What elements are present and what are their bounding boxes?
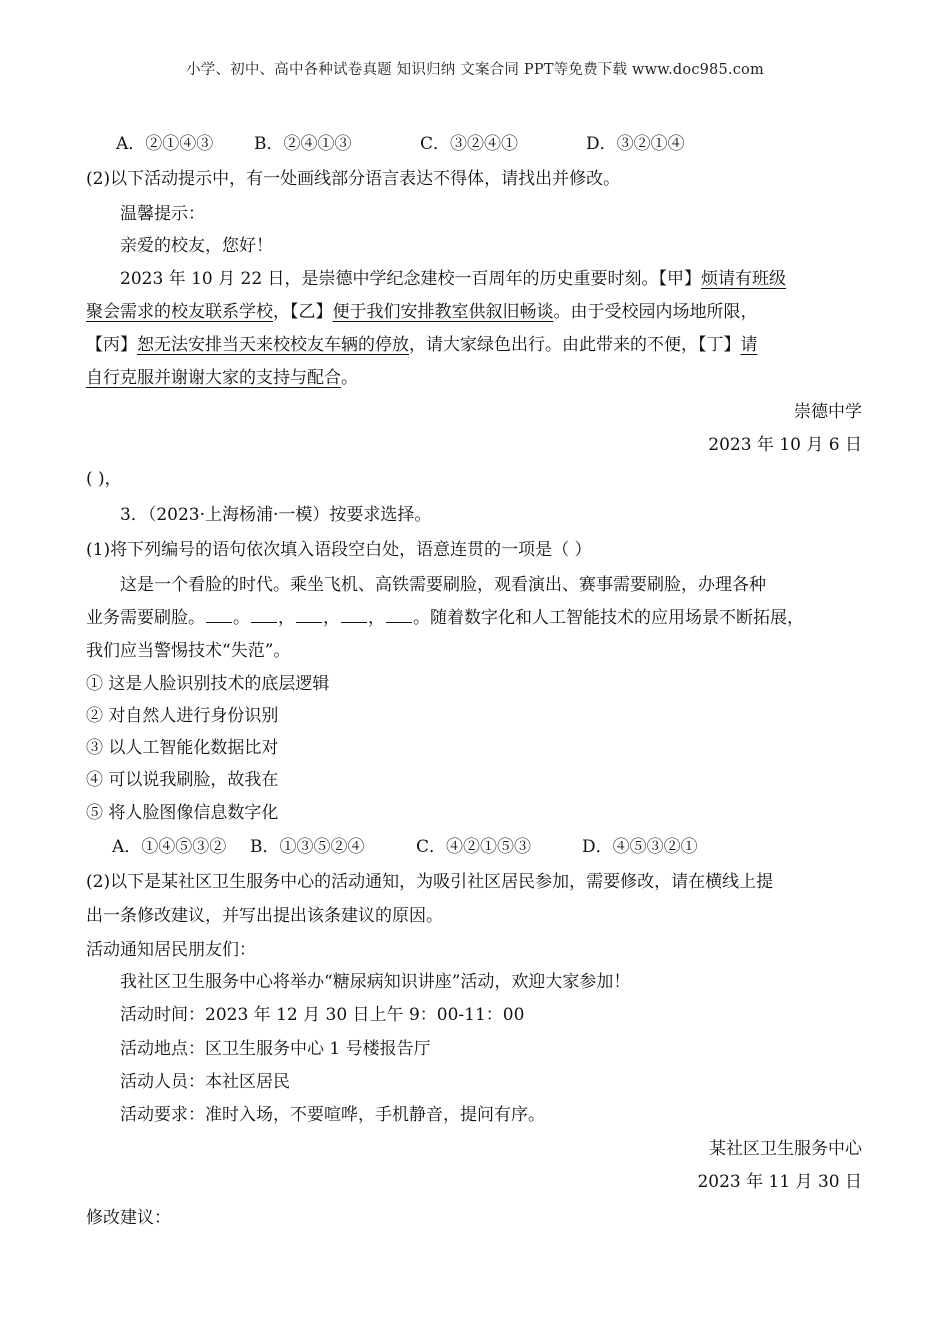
underlined-text: 便于我们安排教室供叙旧畅谈 xyxy=(332,302,554,322)
notice-people: 活动人员：本社区居民 xyxy=(120,1072,290,1092)
fill-blank xyxy=(386,608,412,623)
underlined-text: 请 xyxy=(740,335,758,355)
q3-part2-prompt: 出一条修改建议，并写出提出该条建议的原因。 xyxy=(86,906,443,926)
notice-intro: 我社区卫生服务中心将举办“糖尿病知识讲座”活动，欢迎大家参加！ xyxy=(120,972,631,992)
q3-item: ③ 以人工智能化数据比对 xyxy=(86,738,279,758)
notice-time: 活动时间：2023 年 12 月 30 日上午 9：00-11：00 xyxy=(120,1005,525,1025)
text-span: 。 xyxy=(341,368,358,388)
page-header: 小学、初中、高中各种试卷真题 知识归纳 文案合同 PPT等免费下载 www.doc985.com xyxy=(186,62,764,78)
notice-requirements: 活动要求：准时入场，不要喧哗，手机静音，提问有序。 xyxy=(120,1105,545,1125)
suggestion-label: 修改建议： xyxy=(86,1208,171,1228)
prev-options xyxy=(116,133,685,155)
option-d: D．④⑤③②① xyxy=(582,837,698,857)
notice-paragraph-line xyxy=(86,301,758,323)
option-c: C．③②④① xyxy=(420,134,519,154)
text-span: 。 xyxy=(233,608,250,628)
underlined-text: 聚会需求的校友联系学校 xyxy=(86,302,273,322)
q3-part1-prompt: (1)将下列编号的语句依次填入语段空白处，语意连贯的一项是（ ） xyxy=(86,540,592,560)
fill-blank xyxy=(296,608,322,623)
option-a: A．②①④③ xyxy=(116,134,214,154)
q3-options xyxy=(112,836,698,858)
q3-part2-prompt: (2)以下是某社区卫生服务中心的活动通知，为吸引社区居民参加，需要修改，请在横线上提 xyxy=(86,872,774,892)
text-span: 随着数字化和人工智能技术的应用场景不断拓展， xyxy=(430,608,804,628)
text-span: ， xyxy=(323,608,340,628)
notice-paragraph-line xyxy=(86,367,358,389)
question-3-title: 3．（2023·上海杨浦·一模）按要求选择。 xyxy=(120,505,432,525)
text-span: ， xyxy=(278,608,295,628)
fill-blank xyxy=(206,608,232,623)
notice-greeting: 亲爱的校友，您好！ xyxy=(120,236,273,256)
fill-blank xyxy=(251,608,277,623)
text-span: 。 xyxy=(413,608,430,628)
option-c: C．④②①⑤③ xyxy=(416,837,532,857)
notice-paragraph-line xyxy=(120,268,786,290)
text-span: ， xyxy=(368,608,385,628)
answer-blank: ( )， xyxy=(86,469,122,489)
underlined-text: 恕无法安排当天来校校友车辆的停放 xyxy=(137,335,409,355)
part2-prompt: (2)以下活动提示中，有一处画线部分语言表达不得体，请找出并修改。 xyxy=(86,169,621,189)
notice-heading: 活动通知居民朋友们： xyxy=(86,940,256,960)
text-span: ，请大家绿色出行。由此带来的不便，【丁】 xyxy=(409,335,741,355)
underlined-text: 自行克服并谢谢大家的支持与配合 xyxy=(86,368,341,388)
option-d: D．③②①④ xyxy=(586,134,685,154)
notice-sign: 某社区卫生服务中心 xyxy=(709,1139,862,1159)
notice-title: 温馨提示： xyxy=(120,204,205,224)
q3-paragraph-line: 这是一个看脸的时代。乘坐飞机、高铁需要刷脸，观看演出、赛事需要刷脸，办理各种 xyxy=(120,575,766,595)
q3-paragraph-line xyxy=(86,607,804,629)
notice-signature: 崇德中学 xyxy=(794,402,862,422)
text-span: 2023 年 10 月 22 日，是崇德中学纪念建校一百周年的历史重要时刻。【甲】 xyxy=(120,269,702,289)
q3-item: ② 对自然人进行身份识别 xyxy=(86,706,279,726)
fill-blank xyxy=(341,608,367,623)
text-span: ，【乙】 xyxy=(273,302,333,322)
notice-date-2: 2023 年 11 月 30 日 xyxy=(697,1172,862,1192)
text-span: 。由于受校园内场地所限， xyxy=(553,302,758,322)
text-span: 【丙】 xyxy=(86,335,137,355)
notice-paragraph-line xyxy=(86,334,758,356)
notice-place: 活动地点：区卫生服务中心 1 号楼报告厅 xyxy=(120,1039,431,1059)
option-a: A．①④⑤③② xyxy=(112,837,227,857)
q3-item: ① 这是人脸识别技术的底层逻辑 xyxy=(86,674,330,694)
text-span: 业务需要刷脸。 xyxy=(86,608,205,628)
option-b: B．②④①③ xyxy=(254,134,352,154)
q3-item: ⑤ 将人脸图像信息数字化 xyxy=(86,803,279,823)
q3-paragraph-line: 我们应当警惕技术“失范”。 xyxy=(86,641,291,661)
underlined-text: 烦请有班级 xyxy=(701,269,787,289)
notice-date: 2023 年 10 月 6 日 xyxy=(708,435,862,455)
q3-item: ④ 可以说我刷脸，故我在 xyxy=(86,770,279,790)
option-b: B．①③⑤②④ xyxy=(250,837,365,857)
